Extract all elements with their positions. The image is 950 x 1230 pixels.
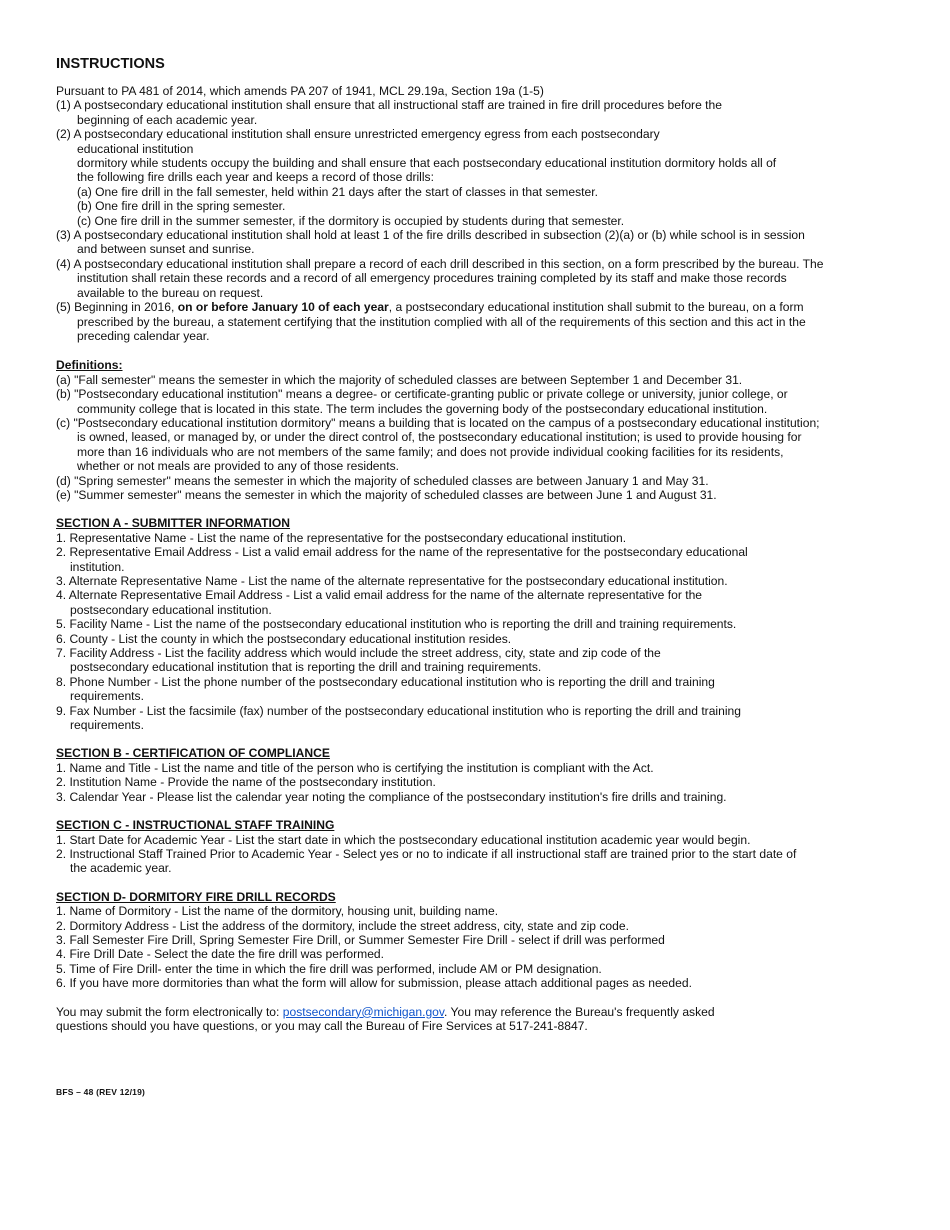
section-d-item: 4. Fire Drill Date - Select the date the fire drill was performed.: [56, 947, 385, 962]
section-a-item: 5. Facility Name - List the name of the postsecondary educational institution who is reporting the drill and training requirements.: [56, 617, 737, 632]
section-a-heading: SECTION A - SUBMITTER INFORMATION: [56, 516, 291, 531]
definition-item: (d) "Spring semester" means the semester in which the majority of scheduled classes are between January 1 and May 31.: [56, 473, 709, 488]
pursuant-line: Pursuant to PA 481 of 2014, which amends PA 207 of 1941, MCL 29.19a, Section 19a (1-5): [56, 84, 544, 98]
closing-pre: You may submit the form electronically to:: [56, 1004, 283, 1019]
intro-paragraph-3: (3) A postsecondary educational institution shall hold at least 1 of the fire drills described in subsection (2)(a) or (b) while school is in session and between sunset and sunrise.: [56, 228, 805, 257]
form-number-footer: BFS – 48 (REV 12/19): [56, 1087, 146, 1097]
section-a-item: 4. Alternate Representative Email Address - List a valid email address for the name of the alternate representative for the postsecondary educational institution.: [56, 588, 703, 617]
definition-item: (b) "Postsecondary educational institution" means a degree- or certificate-granting public or private college or university, junior college, or community college that is located in this state. The term includes the governing body of the postsecondary educational institution.: [56, 387, 788, 416]
intro-paragraph-4: (4) A postsecondary educational institution shall prepare a record of each drill described in this section, on a form prescribed by the bureau. The institution shall retain these records and a record of all emergency procedures training completed by its staff and make those records available to the bureau on request.: [56, 256, 824, 300]
intro-paragraph-2-item-a: (a) One fire drill in the fall semester, held within 21 days after the start of classes in that semester.: [77, 184, 598, 199]
page-title: INSTRUCTIONS: [56, 56, 165, 72]
definition-item: (e) "Summer semester" means the semester in which the majority of scheduled classes are between June 1 and August 31.: [56, 487, 717, 502]
section-a-item: 7. Facility Address - List the facility address which would include the street address, city, state and zip code of the postsecondary educational institution that is reporting the drill and training requirements.: [56, 646, 661, 675]
section-a-item: 8. Phone Number - List the phone number of the postsecondary educational institution who is reporting the drill and training requirements.: [56, 674, 715, 704]
closing-post: . You may reference the Bureau's frequently asked questions should you have questions, or you may call the Bureau of Fire Services at 517-241-8847.: [56, 1004, 715, 1033]
intro-paragraph-1: (1) A postsecondary educational institution shall ensure that all instructional staff are trained in fire drill procedures before the beginning of each academic year.: [56, 98, 722, 127]
section-b-heading: SECTION B - CERTIFICATION OF COMPLIANCE: [56, 746, 330, 761]
section-d-item: 5. Time of Fire Drill- enter the time in which the fire drill was performed, include AM or PM designation.: [56, 961, 602, 976]
section-c-item: 1. Start Date for Academic Year - List the start date in which the postsecondary educational institution academic year would begin.: [56, 832, 751, 847]
intro-paragraph-2-item-b: (b) One fire drill in the spring semester.: [77, 199, 286, 214]
section-c-item: 2. Instructional Staff Trained Prior to Academic Year - Select yes or no to indicate if all instructional staff are trained prior to the start date of the academic year.: [56, 846, 797, 876]
intro-paragraph-5: [56, 300, 827, 343]
section-a-item: 6. County - List the county in which the postsecondary educational institution resides.: [56, 631, 512, 646]
section-a-item: 3. Alternate Representative Name - List the name of the alternate representative for the postsecondary educational institution.: [56, 574, 728, 588]
section-a-item: 9. Fax Number - List the facsimile (fax) number of the postsecondary educational institution who is reporting the drill and training requirements.: [56, 703, 741, 733]
section-d-item: 6. If you have more dormitories than what the form will allow for submission, please attach additional pages as needed.: [56, 976, 692, 991]
section-b-item: 3. Calendar Year - Please list the calendar year noting the compliance of the postsecondary institution's fire drills and training.: [56, 789, 727, 804]
section-a-item: 1. Representative Name - List the name of the representative for the postsecondary educational institution.: [56, 530, 627, 545]
section-c-heading: SECTION C - INSTRUCTIONAL STAFF TRAINING: [56, 818, 335, 833]
section-d-item: 1. Name of Dormitory - List the name of the dormitory, housing unit, building name.: [56, 904, 499, 919]
p5-pre: (5) Beginning in 2016,: [56, 300, 178, 315]
section-d-item: 3. Fall Semester Fire Drill, Spring Semester Fire Drill, or Summer Semester Fire Drill - select if drill was performed: [56, 932, 665, 947]
section-d-item: 2. Dormitory Address - List the address of the dormitory, include the street address, city, state and zip code.: [56, 918, 629, 933]
definition-item: (c) "Postsecondary educational institution dormitory" means a building that is located on the campus of a postsecondary educational institution; is owned, leased, or managed by, or under the direct control of, the postsecondary educational institution; is used to provide housing for more than 16 individuals who are not members of the same family; and does not provide individual cooking facilities for its residents, whether or not meals are provided to any of those residents.: [56, 415, 820, 474]
section-a-item: 2. Representative Email Address - List a valid email address for the name of the representative for the postsecondary educational institution.: [56, 545, 748, 574]
email-link[interactable]: postsecondary@michigan.gov: [282, 1004, 445, 1019]
section-b-item: 2. Institution Name - Provide the name of the postsecondary institution.: [56, 775, 436, 790]
intro-paragraph-2-item-c: (c) One fire drill in the summer semester, if the dormitory is occupied by students during that semester.: [77, 213, 625, 228]
intro-paragraph-2c: dormitory while students occupy the building and shall ensure that each postsecondary educational institution dormitory holds all of the following fire drills each year and keeps a record of those drills:: [77, 156, 777, 185]
instructions-page: [56, 56, 856, 1033]
section-b-item: 1. Name and Title - List the name and title of the person who is certifying the institution is compliant with the Act.: [56, 760, 654, 775]
p5-post: , a postsecondary educational institution shall submit to the bureau, on a form prescribed by the bureau, a statement certifying that the institution complied with all of the requirements of this section and this act in the preceding calendar year.: [77, 300, 806, 343]
definitions-heading: Definitions:: [56, 358, 123, 373]
section-d-heading: SECTION D- DORMITORY FIRE DRILL RECORDS: [56, 889, 336, 904]
definition-item: (a) "Fall semester" means the semester in which the majority of scheduled classes are between September 1 and December 31.: [56, 372, 743, 387]
closing-paragraph: [56, 1005, 716, 1034]
intro-paragraph-2a: (2) A postsecondary educational institution shall ensure unrestricted emergency egress from each postsecondary: [56, 127, 660, 142]
intro-paragraph-2b: educational institution: [77, 141, 194, 156]
p5-deadline: on or before January 10 of each year: [177, 300, 389, 315]
